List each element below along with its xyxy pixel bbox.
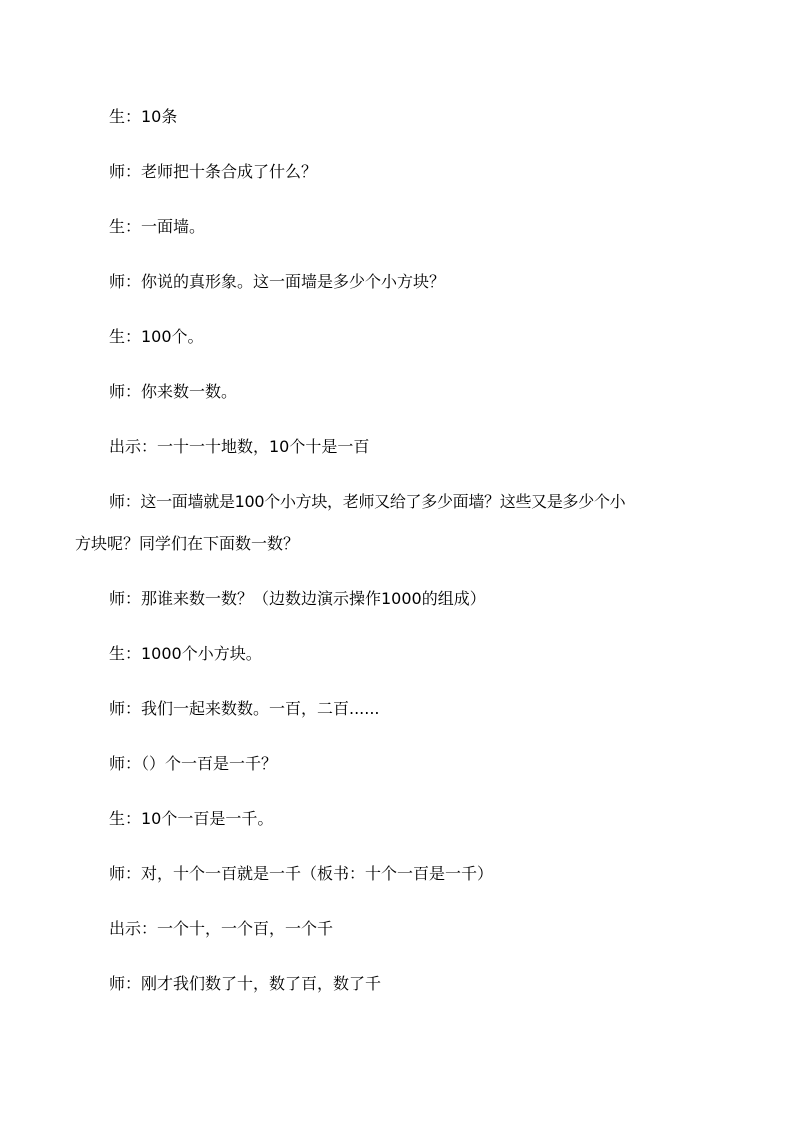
- text-line: 生：1000个小方块。: [109, 644, 262, 663]
- text-line: 出示：一十一十地数，10个十是一百: [109, 437, 370, 456]
- text-line: 师：老师把十条合成了什么？: [109, 162, 318, 181]
- text-line: 方块呢？同学们在下面数一数？: [75, 534, 300, 553]
- text-line: 师：刚才我们数了十，数了百，数了千: [109, 974, 382, 993]
- text-line: 师：这一面墙就是100个小方块，老师又给了多少面墙？这些又是多少个小: [109, 492, 626, 511]
- text-line: 生：10条: [109, 107, 178, 126]
- text-line: 师：你来数一数。: [109, 382, 238, 401]
- text-line: 生：一面墙。: [109, 217, 206, 236]
- text-line: 师：你说的真形象。这一面墙是多少个小方块？: [109, 272, 446, 291]
- text-line: 师：对，十个一百就是一千（板书：十个一百是一千）: [109, 864, 494, 883]
- text-line: 出示：一个十，一个百，一个千: [109, 919, 334, 938]
- text-line: 生：100个。: [109, 327, 204, 346]
- text-line: 生：10个一百是一千。: [109, 809, 274, 828]
- text-line: 师：那谁来数一数？（边数边演示操作1000的组成）: [109, 589, 486, 608]
- text-line: 师：（）个一百是一千？: [109, 754, 278, 773]
- text-line: 师：我们一起来数数。一百，二百......: [109, 699, 380, 718]
